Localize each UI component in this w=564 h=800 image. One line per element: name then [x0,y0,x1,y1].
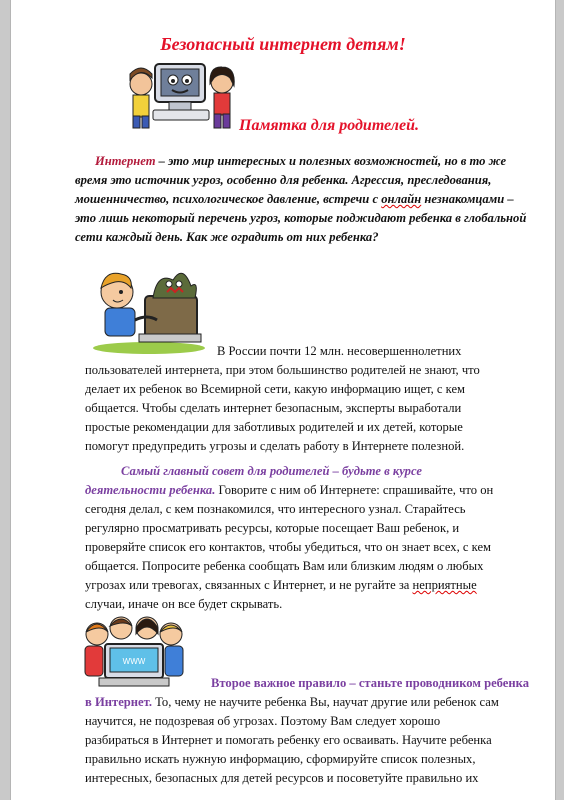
section3-line: научится, не подозревая об угрозах. Поэтому Вам следует хорошо [85,714,441,728]
section3-heading-tail: в Интернет. [85,695,153,709]
intro-flagged-word: онлайн [381,192,422,206]
section2-text-start: Говорите с ним об Интернете: спрашивайте, что он [215,483,494,497]
section2-heading-line2 [85,481,545,500]
section1-line: общается. Чтобы сделать интернет безопасным, эксперты выработали [85,401,462,415]
document-subtitle: Памятка для родителей. [239,117,419,134]
section1-line: простые рекомендации для заботливых родителей и их детей, которые [85,420,463,434]
section2-flagged-word: неприятные [412,578,477,592]
section3-heading: Второе важное правило – станьте проводником ребенка [211,676,530,690]
section3-text-start: То, чему не научите ребенка Вы, научат другие или ребенок сам [152,695,499,709]
section2-text: угрозах или тревогах, связанных с Интернет, и не ругайте за [85,578,413,592]
section3-line: правильно искать нужную информацию, сформируйте список полезных, [85,752,476,766]
document-title: Безопасный интернет детям! [160,34,406,54]
section2-heading-tail: деятельности ребенка. [85,483,216,497]
section1-text [85,361,545,456]
section3-line: интересных, безопасных для детей ресурсов и посоветуйте правильно их [85,771,479,785]
section3 [85,693,545,788]
section3-line: разбираться в Интернет и помогать ребенку его осваивать. Научите ребенка [85,733,492,747]
section2 [85,462,545,614]
section2-line: общается. Попросите ребенка сообщать Вам или близким людям о любых [85,559,484,573]
intro-lead-word: Интернет [95,154,156,168]
intro-text-cont: незнакомцами – это лишь некоторый перечень угроз, которые поджидают ребенка в глобальной сети каждый день. Как же оградить от них ребенка? [75,192,527,244]
section2-line: сегодня делал, с кем познакомился, что интересного узнал. Старайтесь [85,502,466,516]
intro-paragraph [75,152,537,247]
section2-line-flag [85,576,545,595]
section2-line: проверяйте список его контактов, чтобы убедиться, что он знает всех, с кем [85,540,492,554]
section2-line: случаи, иначе он все будет скрывать. [85,597,283,611]
boy-computer-image [87,258,211,354]
section1-line: делает их ребенок во Всемирной сети, какую информацию ищет, с кем [85,382,466,396]
children-computer-image [125,54,239,130]
section1-line: пользователей интернета, при этом большинство родителей не знают, что [85,363,480,377]
svg-text:WWW: WWW [122,657,146,666]
section1-first-line: В России почти 12 млн. несовершеннолетних [217,344,462,358]
intro-text: – это мир интересных и полезных возможностей, но в то же время это источник угроз, особенно для ребенка. Агрессия, преследования, мошенничество, психологическое давление, встречи с [75,154,507,206]
document-page [10,0,556,800]
section2-line: регулярно просматривать ресурсы, которые посещает Ваш ребенок, и [85,521,460,535]
section1-line: помогут предупредить угрозы и сделать работу в Интернете полезной. [85,439,465,453]
section2-heading: Самый главный совет для родителей – будьте в курсе [121,464,422,478]
kids-computer-image [81,612,187,688]
section3-heading-line2 [85,693,545,712]
